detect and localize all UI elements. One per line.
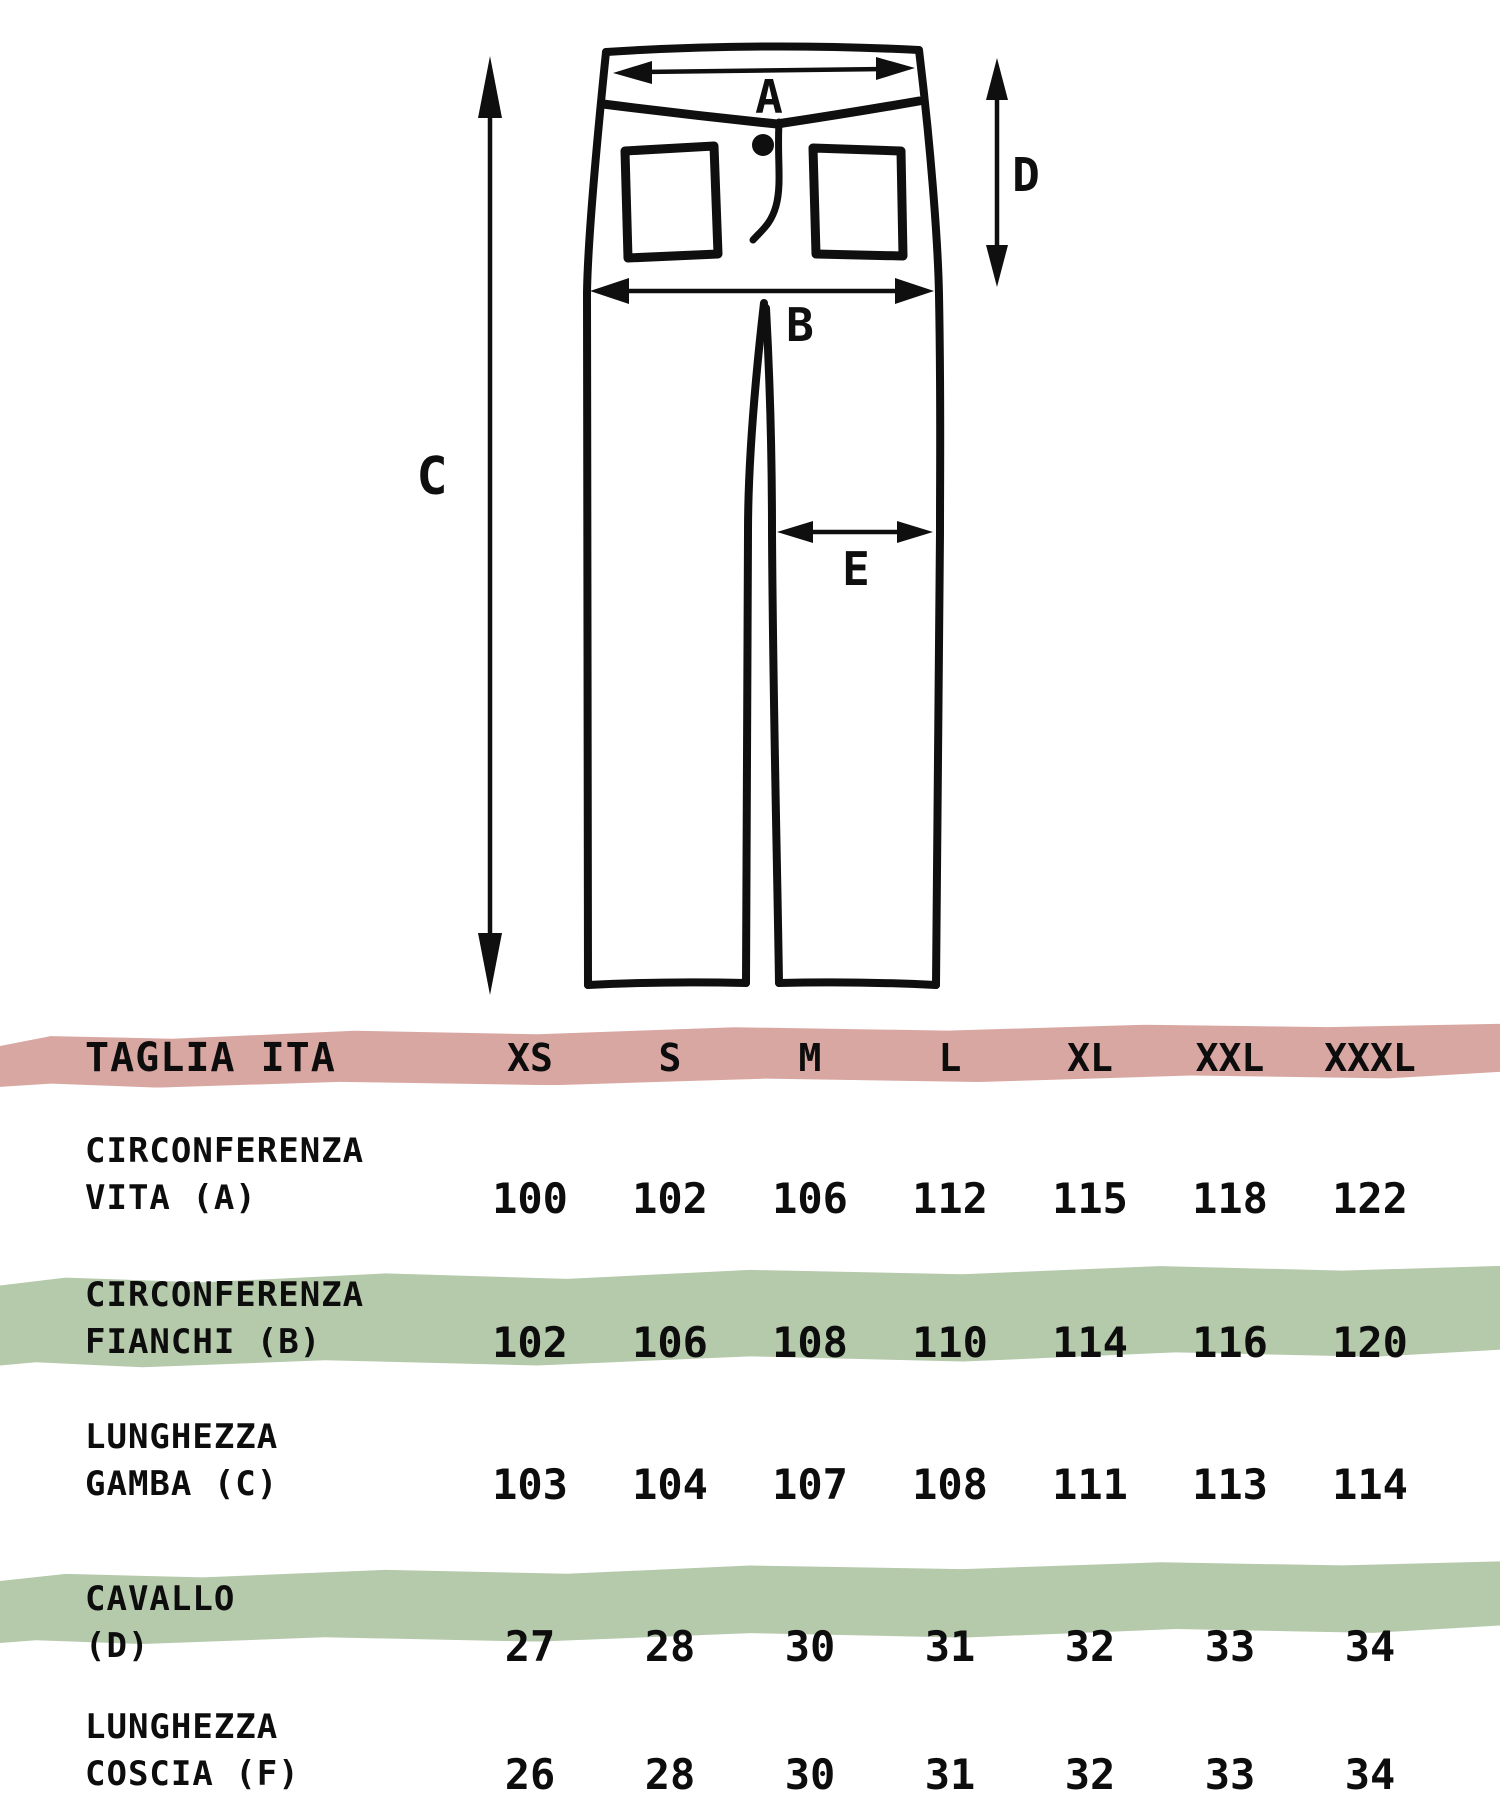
- size-col-s: S: [658, 1036, 682, 1080]
- measure-label-b: B: [786, 298, 814, 352]
- row-label-line2: VITA (A): [85, 1178, 257, 1218]
- row-label-line1: LUNGHEZZA: [85, 1707, 279, 1747]
- left-outer-leg-line: [587, 52, 606, 985]
- row-label-line2: FIANCHI (B): [85, 1322, 322, 1362]
- cell-value: 114: [1332, 1460, 1408, 1509]
- size-table-header-row: [85, 1036, 1440, 1080]
- table-row-lunghezza-gamba: [85, 1414, 1440, 1508]
- cell-value: 112: [912, 1174, 988, 1223]
- measure-label-d: D: [1012, 148, 1040, 202]
- cell-value: 116: [1192, 1318, 1268, 1367]
- cell-value: 31: [924, 1622, 976, 1671]
- cell-value: 33: [1204, 1622, 1256, 1671]
- cell-value: 103: [492, 1460, 568, 1509]
- cell-value: 34: [1344, 1622, 1396, 1671]
- measure-arrow-d: [986, 58, 1040, 287]
- cell-value: 104: [632, 1460, 708, 1509]
- cell-value: 107: [772, 1460, 848, 1509]
- cell-value: 122: [1332, 1174, 1408, 1223]
- cell-value: 27: [504, 1622, 556, 1671]
- cell-value: 111: [1052, 1460, 1128, 1509]
- cell-value: 33: [1204, 1750, 1256, 1799]
- cell-value: 110: [912, 1318, 988, 1367]
- row-label-line2: COSCIA (F): [85, 1754, 300, 1794]
- cell-value: 106: [772, 1174, 848, 1223]
- cell-value: 108: [912, 1460, 988, 1509]
- cell-value: 108: [772, 1318, 848, 1367]
- size-col-xxxl: XXXL: [1324, 1036, 1416, 1080]
- measure-label-c: C: [416, 447, 448, 507]
- button: [752, 134, 774, 156]
- table-row-lunghezza-coscia: [85, 1704, 1440, 1798]
- row-label-line1: LUNGHEZZA: [85, 1417, 279, 1457]
- right-pocket: [813, 148, 903, 256]
- table-header-label: TAGLIA ITA: [85, 1035, 336, 1081]
- right-inner-leg-line: [766, 308, 779, 983]
- cell-value: 28: [644, 1750, 696, 1799]
- cell-value: 28: [644, 1622, 696, 1671]
- row-label-line1: CAVALLO: [85, 1579, 236, 1619]
- cell-value: 26: [504, 1750, 556, 1799]
- cell-value: 115: [1052, 1174, 1128, 1223]
- left-pocket: [625, 146, 718, 258]
- left-inner-leg-line: [746, 303, 764, 983]
- measure-arrow-e: [777, 521, 933, 596]
- cell-value: 102: [632, 1174, 708, 1223]
- size-col-l: L: [938, 1036, 962, 1080]
- size-col-xxl: XXL: [1195, 1036, 1265, 1080]
- row-label-line1: CIRCONFERENZA: [85, 1275, 365, 1315]
- right-hem-line: [779, 982, 936, 985]
- cell-value: 102: [492, 1318, 568, 1367]
- cell-value: 120: [1332, 1318, 1408, 1367]
- cell-value: 32: [1064, 1622, 1116, 1671]
- cell-value: 100: [492, 1174, 568, 1223]
- cell-value: 106: [632, 1318, 708, 1367]
- right-outer-leg-line: [919, 50, 940, 985]
- size-col-m: M: [798, 1036, 822, 1080]
- left-hem-line: [588, 982, 746, 985]
- size-col-xs: XS: [507, 1036, 553, 1080]
- measure-label-a: A: [755, 70, 783, 124]
- cell-value: 30: [784, 1750, 836, 1799]
- cell-value: 113: [1192, 1460, 1268, 1509]
- cell-value: 32: [1064, 1750, 1116, 1799]
- cell-value: 30: [784, 1622, 836, 1671]
- waistband-top-line: [606, 46, 919, 52]
- cell-value: 31: [924, 1750, 976, 1799]
- table-row-circonferenza-fianchi: [85, 1272, 1440, 1366]
- cell-value: 118: [1192, 1174, 1268, 1223]
- table-row-cavallo: [85, 1576, 1440, 1670]
- size-col-xl: XL: [1067, 1036, 1113, 1080]
- measure-arrow-c: [416, 56, 502, 995]
- cell-value: 114: [1052, 1318, 1128, 1367]
- row-label-line1: CIRCONFERENZA: [85, 1131, 365, 1171]
- cell-value: 34: [1344, 1750, 1396, 1799]
- row-label-line2: (D): [85, 1626, 150, 1666]
- table-row-circonferenza-vita: [85, 1128, 1440, 1222]
- measure-label-e: E: [842, 542, 870, 596]
- row-label-line2: GAMBA (C): [85, 1464, 279, 1504]
